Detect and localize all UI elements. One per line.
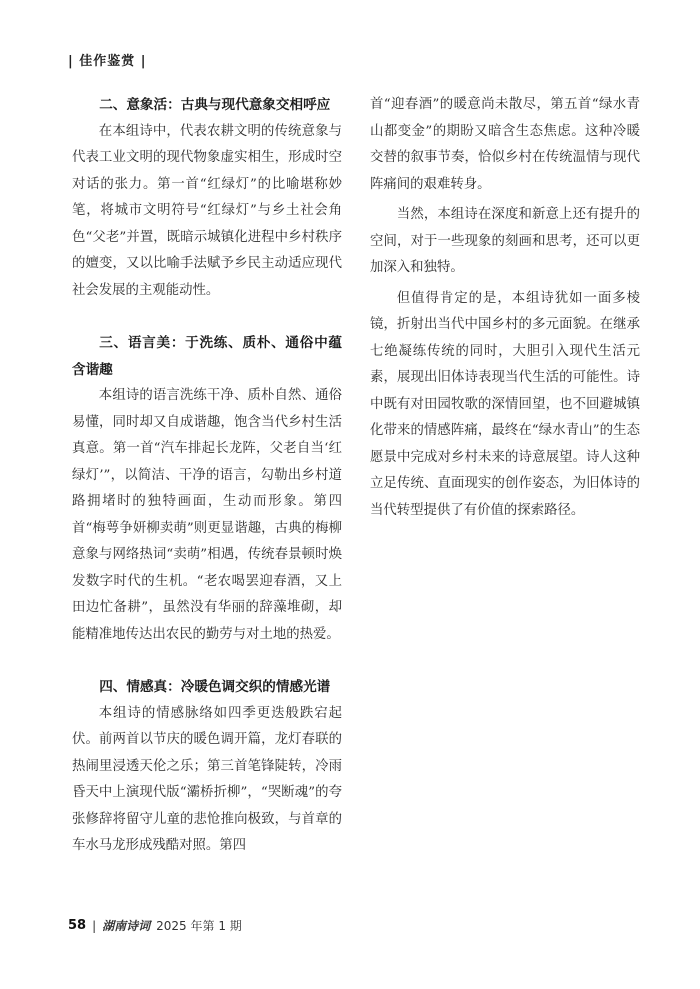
section-heading-4: 四、情感真：冷暖色调交织的情感光谱 <box>99 679 331 695</box>
section-tag: | 佳作鉴赏 | <box>68 54 147 69</box>
journal-name: 湖南诗词 <box>102 919 151 933</box>
section-heading-2: 二、意象活：古典与现代意象交相呼应 <box>99 97 331 113</box>
section-heading-3: 三、语言美：于洗练、质朴、通俗中蕴含谐趣 <box>72 335 342 378</box>
paragraph: 但值得肯定的是，本组诗犹如一面多棱镜，折射出当代中国乡村的多元面貌。在继承七绝凝练传统的同时，大胆引入现代生活元素，展现出旧体诗表现当代生活的可能性。诗中既有对田园牧歌的深情回望，也不回避城镇化带来的情感阵痛，最终在“绿水青山”的生态愿景中完成对乡村未来的诗意展望。诗人这种立足传统、直面现实的创作姿态，为旧体诗的当代转型提供了有价值的探索路径。 <box>370 290 640 518</box>
page-number: 58 <box>68 918 87 933</box>
right-column <box>370 92 640 524</box>
page-footer <box>68 917 242 934</box>
paragraph: 在本组诗中，代表农耕文明的传统意象与代表工业文明的现代物象虚实相生，形成时空对话的张力。第一首“红绿灯”的比喻堪称妙笔，将城市文明符号“红绿灯”与乡土社会角色“父老”并置，既暗示城镇化进程中乡村秩序的嬗变，又以比喻手法赋予乡民主动适应现代社会发展的主观能动性。 <box>72 123 342 298</box>
paragraph: 本组诗的语言洗练干净、质朴自然、通俗易懂，同时却又自成谐趣，饱含当代乡村生活真意。第一首“汽车排起长龙阵，父老自当‘红绿灯’”，以简洁、干净的语言，勾勒出乡村道路拥堵时的独特画面，生动而形象。第四首“梅萼争妍柳卖萌”则更显谐趣，古典的梅柳意象与网络热词“卖萌”相遇，传统春景顿时焕发数字时代的生机。“老农喝罢迎春酒，又上田边忙备耕”，虽然没有华丽的辞藻堆砌，却能精准地传达出农民的勤劳与对土地的热爱。 <box>72 388 342 642</box>
footer-separator: | <box>92 918 97 933</box>
paragraph: 当然，本组诗在深度和新意上还有提升的空间，对于一些现象的刻画和思考，还可以更加深入和独特。 <box>370 207 640 275</box>
paragraph-continued: 首“迎春酒”的暖意尚未散尽，第五首“绿水青山都变金”的期盼又暗含生态焦虑。这种冷暖交替的叙事节奏，恰似乡村在传统温情与现代阵痛间的艰难转身。 <box>370 97 640 192</box>
paragraph: 本组诗的情感脉络如四季更迭般跌宕起伏。前两首以节庆的暖色调开篇，龙灯春联的热闹里浸透天伦之乐；第三首笔锋陡转，冷雨昏天中上演现代版“灞桥折柳”，“哭断魂”的夸张修辞将留守儿童的悲怆推向极致，与首章的车水马龙形成残酷对照。第四 <box>72 705 342 853</box>
issue-label: 2025 年第 1 期 <box>156 919 242 933</box>
left-column <box>72 92 342 860</box>
